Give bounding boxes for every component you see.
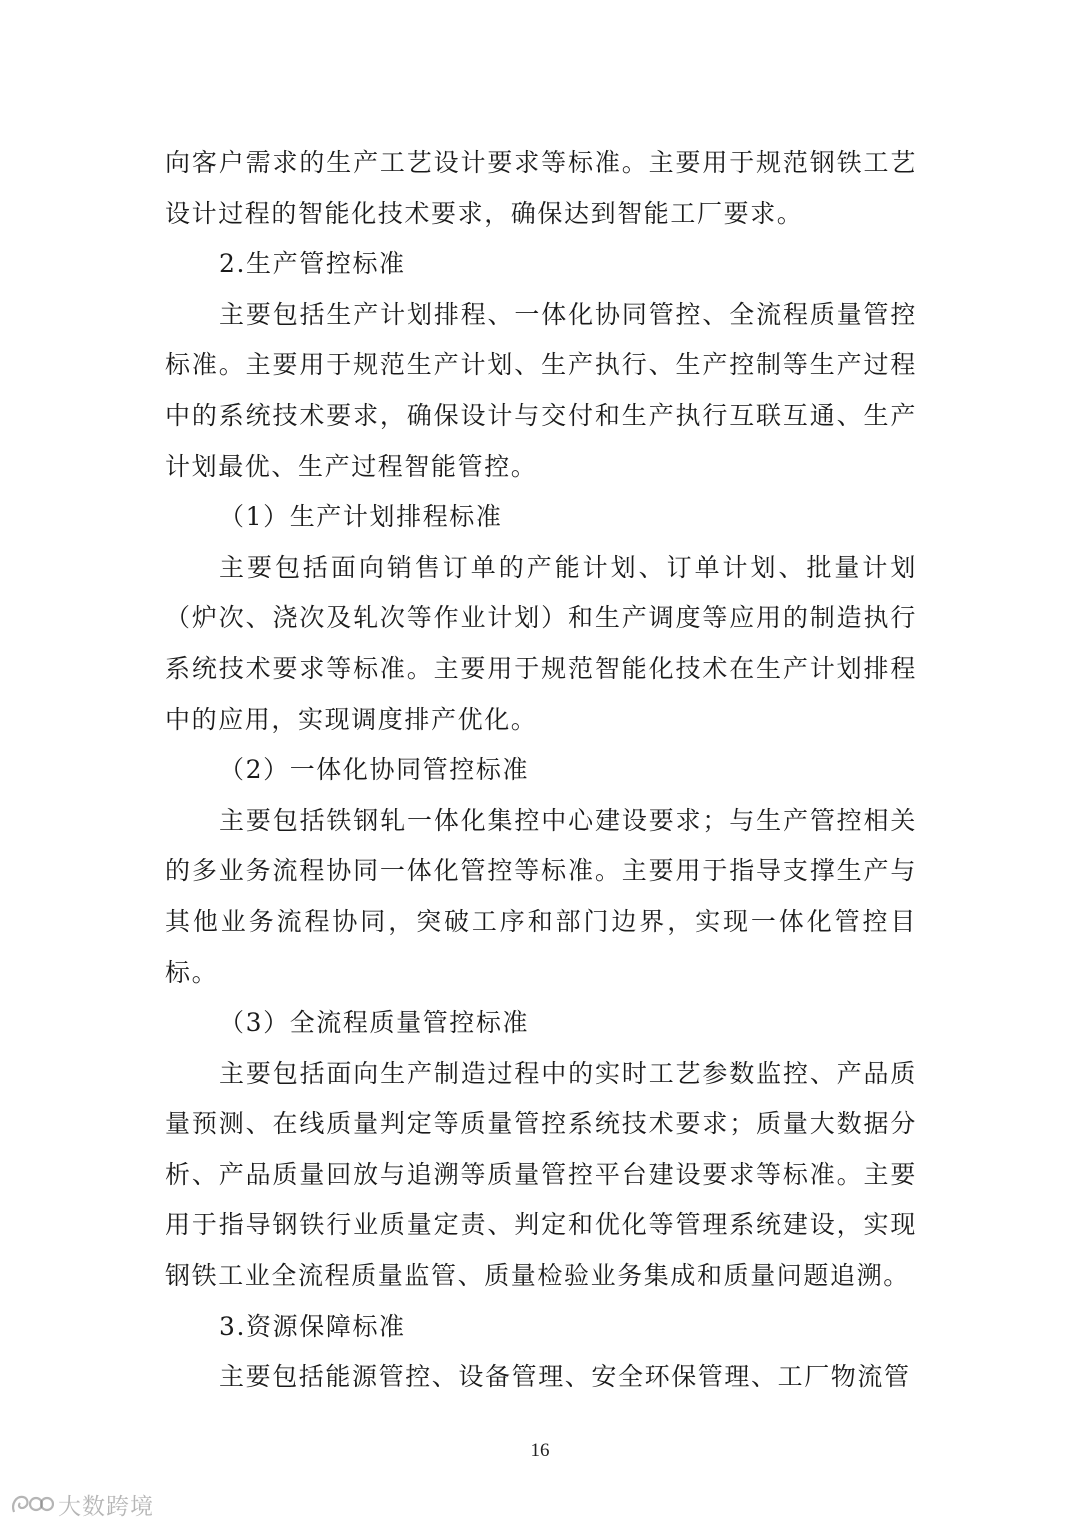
paragraph-1: 向客户需求的生产工艺设计要求等标准。主要用于规范钢铁工艺设计过程的智能化技术要求，确保达到智能工厂要求。 — [165, 148, 917, 228]
paragraph-11: 主要包括能源管控、设备管理、安全环保管理、工厂物流管 — [219, 1362, 911, 1392]
watermark — [10, 1488, 154, 1521]
section-heading-production-control: 2.生产管控标准 — [219, 249, 406, 279]
page-number: 16 — [530, 1440, 550, 1461]
logo-icon — [10, 1492, 54, 1518]
document-body — [165, 138, 917, 1403]
paragraph-3: 主要包括生产计划排程、一体化协同管控、全流程质量管控标准。主要用于规范生产计划、生产执行、生产控制等生产过程中的系统技术要求，确保设计与交付和生产执行互联互通、生产计划最优、生产过程智能管控。 — [165, 299, 917, 481]
paragraph-9: 主要包括面向生产制造过程中的实时工艺参数监控、产品质量预测、在线质量判定等质量管控系统技术要求；质量大数据分析、产品质量回放与追溯等质量管控平台建设要求等标准。主要用于指导钢铁行业质量定责、判定和优化等管理系统建设，实现钢铁工业全流程质量监管、质量检验业务集成和质量问题追溯。 — [165, 1058, 917, 1291]
paragraph-5: 主要包括面向销售订单的产能计划、订单计划、批量计划（炉次、浇次及轧次等作业计划）和生产调度等应用的制造执行系统技术要求等标准。主要用于规范智能化技术在生产计划排程中的应用，实现调度排产优化。 — [165, 552, 917, 734]
subheading-1: （1）生产计划排程标准 — [219, 502, 503, 532]
section-heading-resource-assurance: 3.资源保障标准 — [219, 1311, 406, 1341]
subheading-2: （2）一体化协同管控标准 — [219, 755, 530, 785]
paragraph-7: 主要包括铁钢轧一体化集控中心建设要求；与生产管控相关的多业务流程协同一体化管控等标准。主要用于指导支撑生产与其他业务流程协同，突破工序和部门边界，实现一体化管控目标。 — [165, 805, 917, 987]
subheading-3: （3）全流程质量管控标准 — [219, 1008, 530, 1038]
watermark-text: 大数跨境 — [58, 1494, 154, 1520]
